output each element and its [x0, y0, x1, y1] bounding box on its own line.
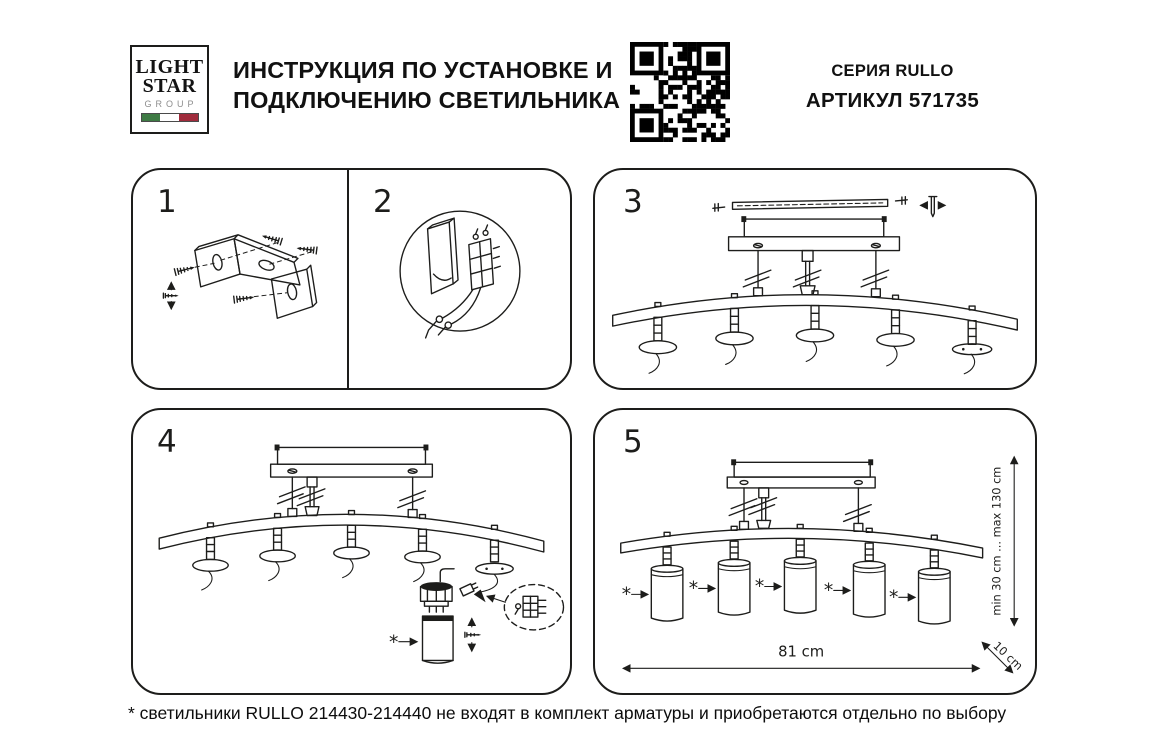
italian-flag [141, 113, 199, 122]
title-line1: ИНСТРУКЦИЯ ПО УСТАНОВКЕ И [233, 57, 613, 83]
shade-marker: * [621, 584, 632, 606]
logo-line2: STAR [142, 75, 197, 97]
step5-dimensions-diagram [595, 410, 1035, 693]
step4-number: 4 [157, 424, 177, 460]
qr-code-icon [630, 42, 730, 142]
panel-step-4 [131, 408, 572, 695]
flag-green [142, 114, 161, 121]
step3-frame-diagram [595, 170, 1035, 388]
height-dimension-label: min 30 cm ... max 130 cm [989, 466, 1004, 616]
step2-number: 2 [373, 184, 393, 220]
logo-line3: GROUP [144, 99, 198, 109]
logo-line1: LIGHT [135, 56, 204, 78]
shade-marker: * [688, 578, 699, 600]
flag-white [160, 114, 179, 121]
flag-red [179, 114, 198, 121]
step1-number: 1 [157, 184, 177, 220]
width-dimension-label: 81 cm [778, 643, 825, 661]
step5-number: 5 [623, 424, 643, 460]
step1-bracket-diagram [133, 170, 347, 388]
step2-wiring-diagram [349, 170, 571, 388]
title-line2: ПОДКЛЮЧЕНИЮ СВЕТИЛЬНИКА [233, 87, 621, 113]
panel-step-5 [593, 408, 1037, 695]
panel-step-3 [593, 168, 1037, 390]
article-label: АРТИКУЛ 571735 [805, 89, 980, 112]
shade-marker: * [754, 576, 765, 598]
shade-marker: * [823, 580, 834, 602]
product-info [775, 62, 1010, 113]
step4-lamp-install-diagram [133, 410, 570, 693]
depth-dimension-label: 10 cm [990, 638, 1026, 673]
lightstar-logo [130, 45, 209, 134]
shade-marker: * [388, 632, 399, 654]
panel-steps-1-2 [131, 168, 572, 390]
page-title [233, 55, 620, 115]
screw-direction-icon [163, 283, 178, 309]
footnote: * светильники RULLO 214430-214440 не входят в комплект арматуры и приобретаются отдельно по выбору [128, 703, 1007, 723]
step3-number: 3 [623, 184, 643, 220]
screw-direction-icon [921, 197, 945, 217]
series-label: СЕРИЯ RULLO [831, 62, 954, 80]
screw-direction-icon [465, 619, 481, 651]
shade-marker: * [888, 587, 899, 609]
